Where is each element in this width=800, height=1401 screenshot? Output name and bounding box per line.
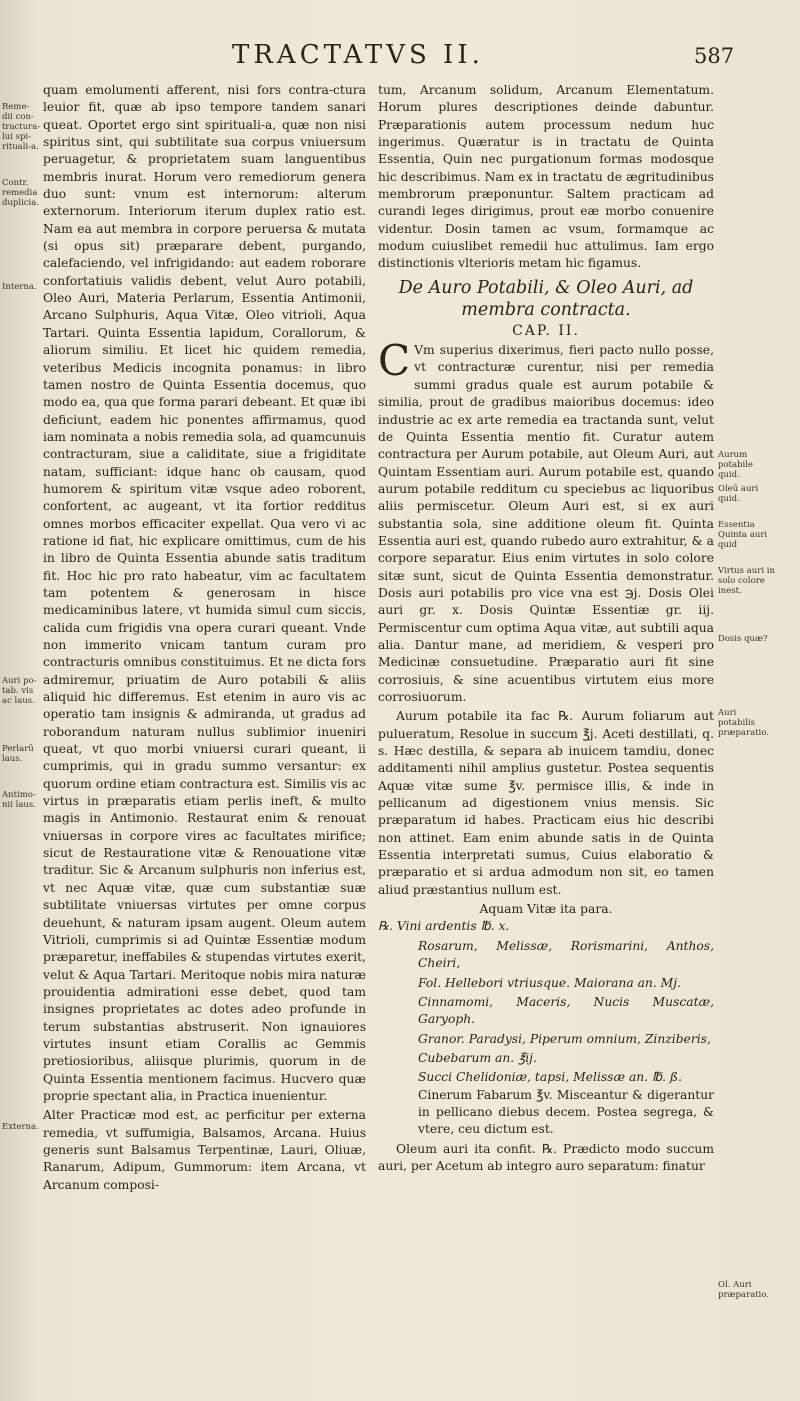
paragraph: Alter Practicæ mod est, ac perficitur per externa remedia, vt suffumigia, Balsamos, Arcana. Huius generis sunt Balsamus Terpentinæ, Lauri, Oliuæ, Ranarum, Adipum, Gummorum: item Arcana, vt Arcanum composi-: [43, 1108, 366, 1192]
margin-note: Essentia Quinta auri quid: [718, 520, 768, 550]
chapter-text: Vm superius dixerimus, fieri pacto nullo posse, vt contracturæ curentur, nisi per remedia summi gradus quale est aurum potabile & similia, prout de gradibus maioribus docemus: ideo industrie ac ex arte remedia ea tractanda sunt, velut de Quinta Essentia mentio fit. Curatur autem contractura per Aurum potabile, aut Oleum Auri, aut Quintam Essentiam auri. Aurum potabile est, quando aurum potabile redditum cu speciebus ac liquoribus aliis permiscetur. Oleum Auri est, si ex auri substantia sola, sine additione oleum fit. Quinta Essentia auri est, quando rubedo auro extrahitur, & a corpore separatur. Eius enim virtutes in solo colore sitæ sunt, sicut de Quinta Essentia demonstratur. Dosis auri potabilis pro vice vna est ℈j. Dosis Olei auri gr. x. Dosis Quintæ Essentiæ gr. iij. Permiscentur cum optima Aqua vitæ, aut subtili aqua alia. Dantur mane, ad meridiem, & vesperi pro Medicinæ consuetudine. Præparatio auri fit sine corrosiuis, & sine acuentibus virtutem eius more corrosiuorum.: [378, 343, 714, 704]
recipe-line: Rosarum, Melissæ, Rorismarini, Anthos, Cheiri,: [418, 938, 714, 971]
margin-note: Aurum potabile quid.: [718, 450, 753, 480]
recipe-line: ℞. Vini ardentis ℔. x.: [378, 919, 510, 934]
margin-note: Virtus auri in solo colore inest.: [718, 566, 775, 596]
margin-note: Ol. Auri præparatio.: [718, 1280, 769, 1300]
paragraph: Oleum auri ita confit. ℞. Prædicto modo succum auri, per Acetum ab integro auro separatum: finatur: [378, 1141, 714, 1173]
drop-cap: C: [378, 336, 411, 386]
margin-note: Perlarū laus.: [2, 744, 34, 764]
recipe-line: Granor. Paradysi, Piperum omnium, Zinziberis,: [418, 1031, 711, 1046]
margin-note: Externa.: [2, 1122, 39, 1132]
paragraph: tum, Arcanum solidum, Arcanum Elementatum. Horum plures descriptiones deinde dabuntur. Præparationis autem processum nedum huc ingerimus. Quæratur is in tractatu de Quinta Essentia, Quin nec purgationum formas modosque hic describimus. Nam ex in tractatu de ægritudinibus membrorum præponuntur. Saltem practicam ad curandi leges dirigimus, prout eæ morbo conuenire videntur. Dosin tamen ac vsum, formamque ac modum cuiuslibet remedii huc attulimus. Iam ergo distinctionis vlterioris metam hic figamus.: [378, 83, 714, 271]
recipe-line: Fol. Hellebori vtriusque. Maiorana an. Mj.: [418, 975, 681, 990]
margin-note: Dosis quæ?: [718, 634, 768, 644]
margin-note: Contr. remedia duplicia.: [2, 178, 40, 208]
page-number: 587: [694, 44, 735, 68]
paragraph: Aurum potabile ita fac ℞. Aurum foliarum aut pulueratum, Resolue in succum ℥j. Aceti destillati, q. s. Hæc destilla, & separa ab inuicem tamdiu, donec additamenti nihil amplius gustetur. Postea sequentis Aquæ vitæ sume ℥v. permisce illis, & inde in pellicanum ad digestionem vnius mensis. Sic præparatum id habes. Practicam eius hic describi non attinet. Eam enim abunde satis in de Quinta Essentia interpretati sumus, Cuius elaboratio & præparatio et si ardua admodum non sit, eo tamen aliud præstantius nullum est.: [378, 709, 714, 897]
page-header: [0, 40, 800, 80]
running-title: TRACTATVS II.: [232, 40, 484, 70]
paragraph: quam emolumenti afferent, nisi fors contra-ctura leuior fit, quæ ab ipso tempore tandem sanari queat. Oportet ergo sint spirituali-a, quæ non nisi spiritus sint, qui subtilitate sua corpus vniuersum peruagetur, & proprietatem suam languentibus membris inurat. Horum vero remediorum genera duo sunt: vnum est internorum: alterum externorum. Interiorum iterum duplex ratio est. Nam ea aut membra in corpore peruersa & mutata (si opus sit) præparare debent, purgando, calefaciendo, vel infrigidando: aut eadem roborare confortatiuis validis debent, velut Auro potabili, Oleo Auri, Materia Perlarum, Essentia Antimonii, Arcano Sulphuris, Aqua Vitæ, Oleo vitrioli, Aqua Tartari. Quinta Essentia lapidum, Corallorum, & aliorum similiu. Et licet hic quidem remedia, veteribus Medicis incognita ponamus: in libro tamen nostro de Quinta Essentia docemus, quo modo ea, qua que forma parari debeant. Et quæ ibi deficiunt, eadem hic ponentes affirmamus, quod iam nominata a nobis remedia sola, ad quamcunuis contracturam, siue a caliditate, siue a frigiditate natam, sufficiant: idque hanc ob causam, quod humorem & spiritum vitæ vsque adeo roborent, confortent, ac augeant, vt ita fortior redditus omnes morbos efficaciter expellat. Qua vero vi ac ratione id fiat, hic explicare omittimus, cum de his in libro de Quinta Essentia abunde satis traditum fit. Hoc hic pro rato habeatur, vim ac facultatem tam potentem & generosam in hisce medicaminibus latere, vt humida simul cum siccis, calida cum frigidis vna opera curari queant. Vnde non immerito vnicam tantum curam pro contracturis omnibus constituimus. Et ne dicta fors admiremur, priuatim de Auro potabili & aliis aliquid hic differemus. Est etenim in auro vis ac operatio tam insignis & admiranda, ut gradus ad roborandum naturam nullus sublimior inueniri queat, vt quo morbi vniuersi curari queant, ii cumprimis, qui in gradu summo versantur: ex quorum ordine etiam contractura est. Similis vis ac virtus in præparatis etiam perlis ineft, & multo magis in Antimonio. Restaurat enim & renouat vniuersas in corpore vires ac facultates mirifice; sicut de Restauratione vitæ & Renouatione vitæ traditur. Sic & Arcanum sulphuris non inferius est, vt nec Aquæ vitæ, quæ cum substantiæ suæ subtilitate vniuersas virtutes per omne corpus deuehunt, & naturam ipsam augent. Oleum autem Vitrioli, cumprimis si ad Quintæ Essentiæ modum præparetur, ineffabiles & stupendas virtutes exerit, velut & Aqua Tartari. Meritoque nobis mira naturæ prouidentia admirationi esse debet, quod tam insignes proprietates ac dotes adeo profunde in terum substantias abstruserit. Non ignauiores virtutes insunt etiam Corallis ac Gemmis pretiosioribus, aliisque plurimis, quorum in de Quinta Essentia mentionem facimus. Hucvero quæ proprie spectant alia, in Practica inuenientur.: [43, 83, 366, 1103]
right-column: [378, 82, 714, 1175]
chapter-label: CAP. II.: [512, 322, 580, 339]
margin-note: Interna.: [2, 282, 37, 292]
margin-note: Auri potabilis præparatio.: [718, 708, 769, 738]
recipe-line: Cinnamomi, Maceris, Nucis Muscatæ, Garyoph.: [418, 994, 714, 1027]
paragraph: Cinerum Fabarum ℥v. Misceantur & digerantur in pellicano diebus decem. Postea segrega, & vtere, ceu dictum est.: [418, 1087, 714, 1137]
subheading: Aquam Vitæ ita para.: [479, 902, 613, 917]
margin-note: Oleū auri quid.: [718, 484, 759, 504]
margin-note: Reme-dii con-tractura-lui spi-rituali-a.: [2, 102, 41, 152]
recipe-line: Succi Chelidoniæ, tapsi, Melissæ an. ℔. ß.: [418, 1070, 683, 1085]
left-column: [43, 82, 366, 1194]
margin-note: Antimo-nii laus.: [2, 790, 36, 810]
chapter-title: De Auro Potabili, & Oleo Auri, ad membra contracta.: [398, 277, 694, 320]
margin-note: Auri po-tab. vis ac laus.: [2, 676, 37, 706]
chapter-paragraph: [378, 336, 714, 706]
recipe-line: Cubebarum an. ℥ij.: [418, 1050, 537, 1065]
recipe-list: [378, 918, 714, 1086]
